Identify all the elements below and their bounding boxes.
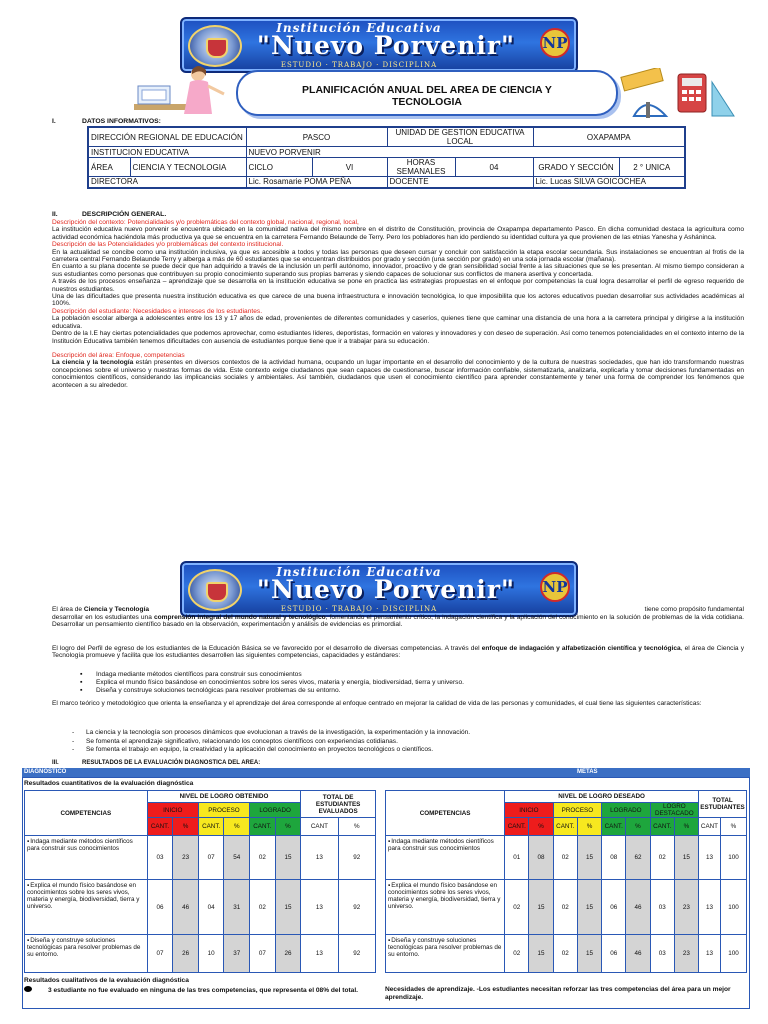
- competency-item: ▪ Diseña y construye soluciones tecnológicas para resolver problemas de su entorno.: [80, 687, 720, 695]
- value-cell: 15: [577, 836, 601, 880]
- value-cell: 02: [250, 836, 276, 880]
- section-2-number: II.: [52, 211, 58, 218]
- bullet-icon: [24, 986, 32, 992]
- section-2-title: DESCRIPCIÓN GENERAL.: [82, 211, 167, 218]
- value-cell: 06: [602, 880, 626, 935]
- dre-label: DIRECCIÓN REGIONAL DE EDUCACIÓN: [88, 127, 246, 147]
- value-cell: 15: [577, 880, 601, 935]
- value-cell: 08: [529, 836, 553, 880]
- value-cell: 15: [529, 935, 553, 973]
- value-cell: 92: [338, 880, 375, 935]
- profile-b-bold: enfoque de indagación y alfabetización científica y tecnológica: [481, 645, 681, 652]
- section-1-heading: [52, 118, 161, 125]
- cant-header: CANT.: [650, 818, 674, 836]
- area-value: CIENCIA Y TECNOLOGIA: [130, 158, 246, 177]
- value-cell: 13: [301, 880, 338, 935]
- value-cell: 07: [250, 935, 276, 973]
- value-cell: 92: [338, 935, 375, 973]
- institutional-paragraph-3: A través de los procesos enseñanza – aprendizaje que se desarrolla en la institución educativa se pone en practica las estrategias propuestas en el enfoque por competencias la cual logra desarrollar el perfil de egreso requerido de nuestros estudiantes.: [52, 278, 744, 293]
- banner-school-name: "Nuevo Porvenir": [256, 31, 516, 60]
- plan-title-box: [236, 70, 618, 116]
- purpose-intro-bold: Ciencia y Tecnología: [83, 606, 149, 613]
- value-cell: 02: [553, 880, 577, 935]
- inicio-header: INICIO: [147, 803, 198, 818]
- logrado-header: LOGRADO: [250, 803, 301, 818]
- value-cell: 13: [699, 836, 721, 880]
- science-tools-illustration-icon: [616, 68, 738, 124]
- cant-header: CANT.: [505, 818, 529, 836]
- table-row: [386, 836, 747, 880]
- banner-top-text: Institución Educativa: [276, 21, 442, 35]
- characteristic-item: - La ciencia y la tecnología son procesos dinámicos que evolucionan a través de la investigación, la experimentación y la innovación.: [72, 729, 732, 738]
- quantitative-title: Resultados cuantitativos de la evaluación diagnóstica: [24, 780, 194, 787]
- pct-header: %: [224, 818, 250, 836]
- value-cell: 15: [275, 836, 301, 880]
- section-3-heading: [52, 760, 260, 766]
- competency-cell: ▪ Explica el mundo físico basándose en conocimientos sobre los seres vivos, materia y energía, biodiversidad, tierra y universo.: [386, 880, 505, 935]
- teacher-illustration-icon: [132, 64, 230, 122]
- value-cell: 02: [553, 935, 577, 973]
- horas-label: HORAS SEMANALES: [387, 158, 455, 177]
- grado-label: GRADO Y SECCIÓN: [533, 158, 619, 177]
- qualitative-left-text: 3 estudiante no fue evaluado en ninguna de las tres competencias, que representa el 08% del total.: [48, 987, 358, 994]
- qualitative-left: [24, 986, 376, 995]
- context-heading: Descripción del contexto: Potencialidades y/o problemáticas del contexto global, nacional, regional, local,: [52, 219, 359, 226]
- general-description: [52, 219, 744, 389]
- total-cant-header: CANT: [301, 818, 338, 836]
- banner-school-name: "Nuevo Porvenir": [256, 575, 516, 604]
- area-paragraph: [52, 359, 744, 389]
- purpose-d: desarrollar en los estudiantes una: [52, 614, 154, 621]
- competency-cell: ▪ Diseña y construye soluciones tecnológicas para resolver problemas de su entorno.: [386, 935, 505, 973]
- value-cell: 15: [674, 836, 698, 880]
- proceso-header: PROCESO: [198, 803, 249, 818]
- purpose-e-bold: comprensión integral del mundo natural y tecnológico: [153, 614, 326, 621]
- cant-header: CANT.: [602, 818, 626, 836]
- value-cell: 26: [275, 935, 301, 973]
- diagnostic-header-bar: [22, 768, 750, 777]
- banner-motto: ESTUDIO · TRABAJO · DISCIPLINA: [280, 605, 438, 613]
- table-row: [25, 935, 376, 973]
- institutional-paragraph-1: En la actualidad se concibe como una institución inclusiva, ya que es accesible a todos y todas las personas que deseen cursar y concluir con satisfacción la etapa escolar secundaria. Sus instalaciones se encuentran al frotis de la carretera central Fernando Belaunde Terry y alberga a más de 60 estudiantes que se encuentran distribuidos por grado y sección (una sección por grado) en una sola jornada escolar (mañana).: [52, 248, 744, 264]
- value-cell: 31: [224, 880, 250, 935]
- dre-value: PASCO: [246, 127, 387, 147]
- pct-header: %: [577, 818, 601, 836]
- value-cell: 02: [553, 836, 577, 880]
- area-purpose-paragraph: [52, 614, 744, 629]
- table-row: [25, 880, 376, 935]
- value-cell: 04: [198, 880, 224, 935]
- value-cell: 92: [338, 836, 375, 880]
- pct-header: %: [674, 818, 698, 836]
- grado-value: 2 ° UNICA: [619, 158, 685, 177]
- area-paragraph-bold: La ciencia y la tecnología: [52, 359, 134, 367]
- plan-title-line2: TECNOLOGIA: [392, 96, 462, 108]
- purpose-intro-a: El área de: [52, 606, 84, 613]
- np-logo-icon: NP: [540, 572, 570, 602]
- area-label: ÁREA: [88, 158, 130, 177]
- section-3-title: RESULTADOS DE LA EVALUACIÓN DIAGNOSTICA DEL AREA:: [82, 760, 261, 766]
- value-cell: 03: [650, 935, 674, 973]
- diagnostic-table: [24, 790, 376, 973]
- student-heading: Descripción del estudiante: Necesidades e intereses de los estudiantes.: [52, 307, 263, 315]
- characteristic-item: - Se fomenta el trabajo en equipo, la creatividad y la aplicación del conocimiento en proyectos tecnológicos o científicos.: [72, 746, 732, 755]
- value-cell: 15: [577, 935, 601, 973]
- goals-table: [385, 790, 747, 973]
- value-cell: 03: [650, 880, 674, 935]
- value-cell: 06: [602, 935, 626, 973]
- destacado-header: LOGRO DESTACADO: [650, 803, 698, 818]
- section-1-number: I.: [52, 118, 56, 125]
- student-paragraph-1: La población escolar alberga a adolescentes entre los 13 y 17 años de edad, provenientes de diferentes comunidades y caseríos, quienes tiene que caminar una distancia de una hora a la carretera principal y dirigirse a la institución educativa.: [52, 315, 744, 330]
- institutional-heading: Descripción de las Potencialidades y/o problemáticas del contexto institucional.: [52, 241, 284, 249]
- horas-value: 04: [455, 158, 533, 177]
- qualitative-right: Necesidades de aprendizaje. -Los estudiantes necesitan reforzar las tres competencias del área para un mejor aprendizaje.: [385, 986, 731, 1001]
- value-cell: 62: [626, 836, 650, 880]
- value-cell: 02: [505, 880, 529, 935]
- area-paragraph-body: están presentes en diversos contextos de la actividad humana, ocupando un lugar importante en el desarrollo del conocimiento y de la cultura de nuestras sociedades, que han ido transformando nuestras concepciones sobre el universo y nuestras formas de vida. Este contexto exige ciudadanos que sean capaces de cuestionarse, buscar información confiable, sistematizarla, analizarla, explicarla y tomar decisiones fundamentadas en conocimientos científicos, considerando las implicancias sociales y ambientales. Así también, ciudadanos que usen el conocimiento científico para aprender constantemente y tener una forma de comprender los fenómenos que acontecen a su alrededor.: [52, 359, 745, 389]
- table-row: [386, 935, 747, 973]
- section-2-heading: [52, 211, 166, 218]
- student-paragraph-2: Dentro de la I.E hay ciertas potencialidades que podemos aprovechar, como estudiantes líderes, deportistas, formación en valores y innovadores y con deseo de superación. Así como tenemos potencialidades en el contexto interno de la Institución Educativa también tenemos dificultades con ausencia de estudiantes porque tiene que ir a trabajar para su educación.: [52, 330, 744, 345]
- value-cell: 46: [626, 935, 650, 973]
- cant-header: CANT.: [147, 818, 173, 836]
- np-logo-icon: NP: [540, 28, 570, 58]
- profile-a: El logro del Perfil de egreso de los estudiantes de la Educación Básica se ve favorecido por el desarrollo de diversas competencias. A través del: [52, 645, 482, 652]
- proceso-header: PROCESO: [553, 803, 601, 818]
- value-cell: 02: [505, 935, 529, 973]
- ugel-label: UNIDAD DE GESTION EDUCATIVA LOCAL: [387, 127, 533, 147]
- value-cell: 100: [720, 836, 746, 880]
- value-cell: 07: [147, 935, 173, 973]
- value-cell: 37: [224, 935, 250, 973]
- competency-item: ▪ Indaga mediante métodos científicos para construir sus conocimientos: [80, 671, 720, 679]
- value-cell: 100: [720, 935, 746, 973]
- qualitative-title: Resultados cualitativos de la evaluación diagnóstica: [24, 977, 189, 984]
- goals-label: METAS: [577, 769, 598, 775]
- table-row: [25, 836, 376, 880]
- value-cell: 23: [173, 836, 199, 880]
- value-cell: 46: [626, 880, 650, 935]
- logrado-header: LOGRADO: [602, 803, 650, 818]
- context-body: La institución educativa nuevo porvenir se encuentra ubicado en la comunidad nativa del mismo nombre en el distrito de Constitución, provincia de Oxapampa departamento Pasco. En dicha comunidad destaca la agricultura como actividad económica haciéndola más productiva ya que se encuentra en la carretera Fernando Belaunde de Terry. Pero los pobladores han ido perdiendo su identidad cultura ya que provienen de las etnias Yanesha y Asháninca.: [52, 226, 744, 241]
- pct-header: %: [626, 818, 650, 836]
- competencies-list: [80, 671, 720, 694]
- directora-value: Lic. Rosamarie POMA PEÑA: [246, 177, 387, 188]
- institutional-paragraph-4: Una de las dificultades que presenta nuestra institución educativa es que carece de una buena infraestructura e innovación tecnológica, lo que imposibilita que los actores educativos puedan desarrollar sus actividades académicas al 100%.: [52, 293, 744, 308]
- value-cell: 23: [674, 880, 698, 935]
- value-cell: 26: [173, 935, 199, 973]
- framework-paragraph: El marco teórico y metodológico que orienta la enseñanza y el aprendizaje del área corresponde al enfoque centrado en mejorar la calidad de vida de las personas y comunidades, el cual tiene las siguientes características:: [52, 700, 702, 707]
- value-cell: 06: [147, 880, 173, 935]
- value-cell: 100: [720, 880, 746, 935]
- diagnostic-label: DIAGNOSTICO: [24, 769, 67, 775]
- total-students-header: TOTAL ESTUDIANTES: [699, 791, 747, 818]
- obtained-level-header: NIVEL DE LOGRO OBTENIDO: [147, 791, 301, 803]
- area-heading: Descripción del área: Enfoque, competencias: [52, 351, 185, 359]
- value-cell: 23: [674, 935, 698, 973]
- total-pct-header: %: [338, 818, 375, 836]
- ciclo-label: CICLO: [246, 158, 312, 177]
- profile-paragraph: [52, 645, 744, 660]
- profile-c: , el área de Ciencia y Tecnología promueve y facilita que los estudiantes desarrollen las siguientes competencias, capacidades y estándares:: [52, 645, 744, 660]
- value-cell: 08: [602, 836, 626, 880]
- total-cant-header: CANT: [699, 818, 721, 836]
- value-cell: 13: [301, 836, 338, 880]
- plan-title-line1: PLANIFICACIÓN ANUAL DEL AREA DE CIENCIA Y: [302, 84, 552, 96]
- school-banner-top: [180, 17, 578, 73]
- competencies-header: COMPETENCIAS: [25, 791, 148, 836]
- value-cell: 15: [275, 880, 301, 935]
- competency-item: ▪ Explica el mundo físico basándose en conocimientos sobre los seres vivos, materia y energía, biodiversidad, tierra y universo.: [80, 679, 720, 687]
- docente-value: Lic. Lucas SILVA GOICOCHEA: [533, 177, 685, 188]
- value-cell: 10: [198, 935, 224, 973]
- cant-header: CANT.: [553, 818, 577, 836]
- cant-header: CANT.: [198, 818, 224, 836]
- desired-level-header: NIVEL DE LOGRO DESEADO: [505, 791, 699, 803]
- value-cell: 01: [505, 836, 529, 880]
- pct-header: %: [173, 818, 199, 836]
- characteristics-list: [72, 729, 732, 755]
- ugel-value: OXAPAMPA: [533, 127, 685, 147]
- competency-cell: ▪ Diseña y construye soluciones tecnológicas para resolver problemas de su entorno.: [25, 935, 148, 973]
- ie-value: NUEVO PORVENIR: [246, 147, 685, 158]
- area-purpose-line: [52, 606, 744, 613]
- section-1-title: DATOS INFORMATIVOS:: [82, 118, 161, 125]
- section-3-number: III.: [52, 760, 59, 766]
- value-cell: 13: [699, 935, 721, 973]
- pct-header: %: [275, 818, 301, 836]
- value-cell: 03: [147, 836, 173, 880]
- value-cell: 13: [301, 935, 338, 973]
- info-table: [87, 126, 686, 189]
- competencies-header: COMPETENCIAS: [386, 791, 505, 836]
- institutional-paragraph-2: En cuanto a su plana docente se puede decir que han adquirido a través de la inclusión un perfil autónomo, innovador, proactivo y de gran sensibilidad social frente a las situaciones que se les presentan. Al mismo tiempo consideran a sus estudiantes como personas que contribuyen su propio conocimiento superando sus propias barreras y siendo capaces de solucionar sus conflictos de manera asertiva y concertada.: [52, 263, 744, 278]
- value-cell: 02: [650, 836, 674, 880]
- directora-label: DIRECTORA: [88, 177, 246, 188]
- total-evaluated-header: TOTAL DE ESTUDIANTES EVALUADOS: [301, 791, 376, 818]
- purpose-f: , fomentando el pensamiento crítico, la indagación científica y la aplicación del conocimiento en la solución de problemas de la vida cotidiana. Desarrollar un pensamiento científico basado en la observación, experimentación y análisis de evidencias es primordial.: [52, 614, 744, 629]
- value-cell: 46: [173, 880, 199, 935]
- table-row: [386, 880, 747, 935]
- competency-cell: ▪ Indaga mediante métodos científicos para construir sus conocimientos: [386, 836, 505, 880]
- competency-cell: ▪ Explica el mundo físico basándose en conocimientos sobre los seres vivos, materia y energía, biodiversidad, tierra y universo.: [25, 880, 148, 935]
- competency-cell: ▪ Indaga mediante métodos científicos para construir sus conocimientos: [25, 836, 148, 880]
- total-pct-header: %: [720, 818, 746, 836]
- banner-motto: ESTUDIO · TRABAJO · DISCIPLINA: [280, 61, 438, 69]
- banner-top-text: Institución Educativa: [276, 565, 442, 579]
- pct-header: %: [529, 818, 553, 836]
- docente-label: DOCENTE: [387, 177, 533, 188]
- value-cell: 15: [529, 880, 553, 935]
- inicio-header: INICIO: [505, 803, 553, 818]
- value-cell: 13: [699, 880, 721, 935]
- value-cell: 07: [198, 836, 224, 880]
- characteristic-item: - Se fomenta el aprendizaje significativo, relacionando los conceptos científicos con experiencias cotidianas.: [72, 738, 732, 747]
- value-cell: 02: [250, 880, 276, 935]
- purpose-intro-right: tiene como propósito fundamental: [644, 606, 744, 613]
- value-cell: 54: [224, 836, 250, 880]
- ie-label: INSTITUCION EDUCATIVA: [88, 147, 246, 158]
- cant-header: CANT.: [250, 818, 276, 836]
- ciclo-value: VI: [312, 158, 387, 177]
